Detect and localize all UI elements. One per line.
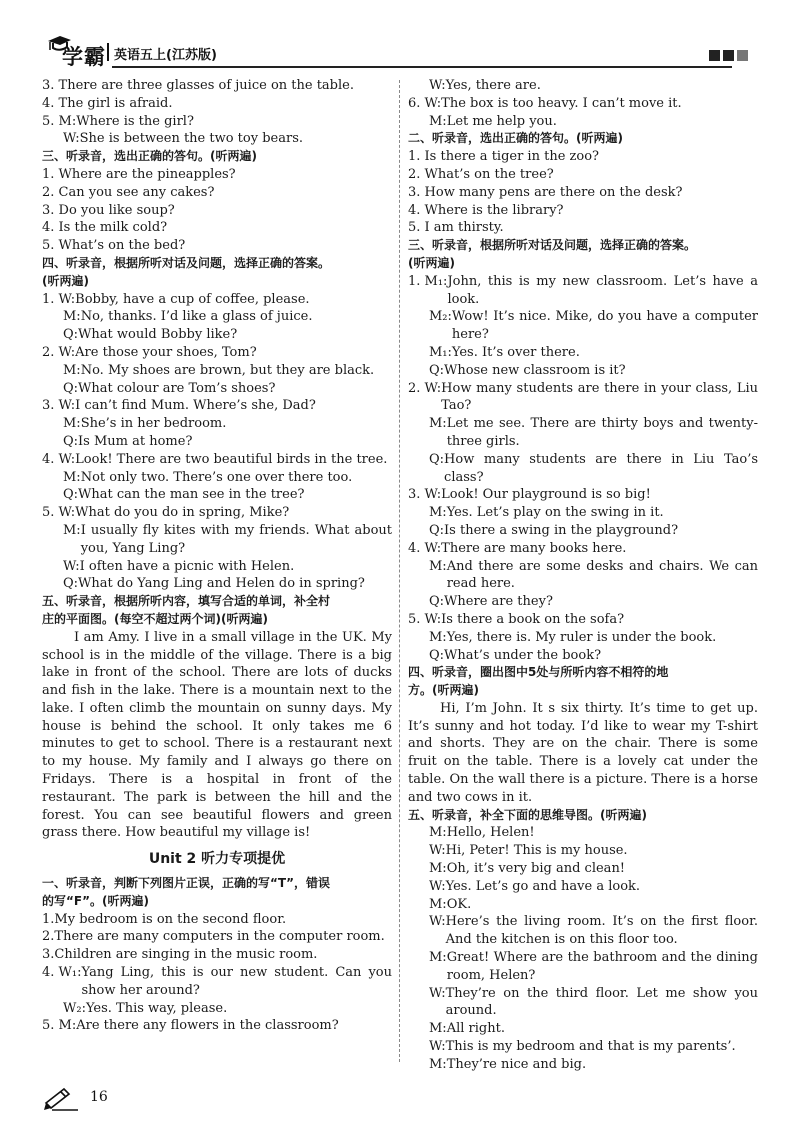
utterance: Wow! It’s nice. Mike, do you have a computer here? xyxy=(451,309,758,343)
list-item: 3. There are three glasses of juice on the table. xyxy=(42,78,354,93)
dialogue xyxy=(42,504,392,593)
dialogue-line xyxy=(408,611,758,629)
utterance: Yang Ling, this is our new student. Can you show her around? xyxy=(81,965,392,998)
utterance: Whose new classroom is it? xyxy=(444,362,626,378)
utterance: They’re on the third floor. Let me show you around. xyxy=(445,985,758,1019)
dialogue-line xyxy=(408,985,758,1021)
statement-list xyxy=(42,911,392,964)
speaker-label: M: xyxy=(429,558,447,574)
dialogue-line xyxy=(42,344,392,362)
header-squares-icon xyxy=(709,50,748,61)
dialogue-line xyxy=(408,540,758,558)
dialogue-line xyxy=(42,911,392,929)
dialogue-line xyxy=(408,913,758,949)
dialogue-line xyxy=(42,504,392,522)
list-item: 2. Can you see any cakes? xyxy=(42,184,215,200)
dialogue-line xyxy=(408,77,758,95)
speaker-label: Q: xyxy=(63,487,79,503)
utterance: I can’t find Mum. Where’s she, Dad? xyxy=(75,398,316,414)
header-rule xyxy=(112,66,732,68)
section-heading: 四、听录音，圈出图中5处与所听内容不相符的地 xyxy=(408,665,669,680)
utterance: All right. xyxy=(446,1021,505,1037)
dialogue-line: 5. M: Where is the girl? xyxy=(42,113,194,129)
dialogue-line xyxy=(42,522,392,558)
utterance: There are many computers in the computer room. xyxy=(54,929,385,945)
dialogue xyxy=(42,397,392,450)
list-item: 5. I am thirsty. xyxy=(408,220,504,236)
dialogue-line xyxy=(408,380,758,416)
dialogue-line xyxy=(408,451,758,487)
dialogue-line xyxy=(42,397,392,415)
speaker-label: 1. M₁: xyxy=(408,273,448,289)
dialogue-line xyxy=(408,273,758,309)
speaker-label: 5. W: xyxy=(408,611,442,627)
speaker-label: 2. W: xyxy=(408,380,442,396)
utterance: How many students are there in Liu Tao’s class? xyxy=(444,451,758,485)
dialogue-line xyxy=(42,326,392,344)
speaker-label: M₂: xyxy=(429,309,452,325)
utterance: OK. xyxy=(446,896,472,912)
speaker-label: 5. W: xyxy=(42,505,76,521)
utterance: Where are they? xyxy=(444,594,553,610)
dialogue-line xyxy=(42,558,392,576)
dialogue xyxy=(408,380,758,487)
question-list xyxy=(42,166,392,255)
dialogue-line xyxy=(408,308,758,344)
unit-title: Unit 2 听力专项提优 xyxy=(148,851,286,868)
dialogue xyxy=(408,611,758,664)
dialogue xyxy=(42,964,392,1017)
utterance: They’re nice and big. xyxy=(446,1056,587,1072)
utterance: Yes. It’s over there. xyxy=(451,344,580,360)
section-heading: 一、听录音，判断下列图片正误，正确的写“T”，错误 xyxy=(42,876,330,891)
dialogue-line xyxy=(42,362,392,380)
speaker-label: Q: xyxy=(63,433,79,449)
dialogue-line xyxy=(408,949,758,985)
speaker-label: W: xyxy=(429,914,446,930)
dialogue xyxy=(42,1017,392,1035)
speaker-label: M: xyxy=(63,362,81,378)
utterance: Is there a book on the sofa? xyxy=(441,611,625,627)
dialogue-line xyxy=(408,647,758,665)
speaker-label: M₁: xyxy=(429,344,452,360)
section-heading: 三、听录音，根据所听对话及问题，选择正确的答案。 xyxy=(408,238,697,253)
speaker-label: Q: xyxy=(429,362,445,378)
dialogue-line xyxy=(408,113,758,131)
utterance: The box is too heavy. I can’t move it. xyxy=(441,95,682,111)
utterance: Yes. Let’s go and have a look. xyxy=(445,878,641,894)
speaker-label: 5. M: xyxy=(42,1018,77,1034)
speaker-label: Q: xyxy=(429,594,445,610)
speaker-label: M: xyxy=(429,950,447,966)
utterance: Look! There are two beautiful birds in the tree. xyxy=(75,451,388,467)
dialogue-line xyxy=(42,433,392,451)
mind-map-dialogue xyxy=(408,824,758,1073)
list-item: 4. Where is the library? xyxy=(408,202,564,218)
dialogue-line xyxy=(408,593,758,611)
dialogue xyxy=(408,540,758,611)
dialogue-line xyxy=(42,451,392,469)
list-item: 3. How many pens are there on the desk? xyxy=(408,184,683,200)
dialogue-line xyxy=(408,1038,758,1056)
speaker-label: Q: xyxy=(63,380,79,396)
speaker-label: 2. xyxy=(42,929,55,945)
speaker-label: M: xyxy=(63,309,81,325)
section-heading: 五、听录音，补全下面的思维导图。(听两遍) xyxy=(408,807,647,822)
speaker-label: 4. W: xyxy=(408,540,442,556)
right-column xyxy=(408,77,758,1074)
speaker-label: Q: xyxy=(63,327,79,343)
utterance: What do you do in spring, Mike? xyxy=(75,505,290,521)
list-item: 4. The girl is afraid. xyxy=(42,95,173,111)
list-item: 3. Do you like soup? xyxy=(42,202,175,218)
speaker-label: Q: xyxy=(429,522,445,538)
utterance: Hello, Helen! xyxy=(446,825,535,841)
dialogue-line xyxy=(408,504,758,522)
dialogue-line xyxy=(408,558,758,594)
dialogue xyxy=(42,451,392,504)
speaker-label: M: xyxy=(63,469,81,485)
speaker-label: M: xyxy=(63,416,81,432)
speaker-label: W: xyxy=(429,843,446,859)
dialogue-line xyxy=(408,344,758,362)
dialogue xyxy=(408,273,758,380)
speaker-label: W: xyxy=(429,985,446,1001)
utterance: Is Mum at home? xyxy=(78,433,193,449)
dialogue xyxy=(42,291,392,344)
section-heading: 四、听录音，根据所听对话及问题，选择正确的答案。 xyxy=(42,255,331,270)
section-heading: 二、听录音，选出正确的答句。(听两遍) xyxy=(408,131,623,146)
list-item: 2. What’s on the tree? xyxy=(408,166,554,182)
utterance: Here’s the living room. It’s on the first floor. And the kitchen is on this floor too. xyxy=(445,914,758,948)
pencil-icon xyxy=(42,1085,80,1111)
list-item: 1. Is there a tiger in the zoo? xyxy=(408,149,599,165)
section-heading-cont: 的写“F”。(听两遍) xyxy=(42,893,149,908)
dialogue-line xyxy=(408,486,758,504)
utterance: There are many books here. xyxy=(441,540,627,556)
utterance: John, this is my new classroom. Let’s have a look. xyxy=(447,273,758,307)
dialogue-line xyxy=(42,1000,392,1018)
utterance: What would Bobby like? xyxy=(78,327,238,343)
speaker-label: 3. W: xyxy=(408,487,442,503)
utterance: Oh, it’s very big and clean! xyxy=(446,861,626,877)
utterance: Are there any flowers in the classroom? xyxy=(76,1018,339,1034)
dialogue-line xyxy=(42,380,392,398)
speaker-label: 3. W: xyxy=(42,398,76,414)
speaker-label: Q: xyxy=(429,647,445,663)
speaker-label: 1. xyxy=(42,911,55,927)
speaker-label: 6. W: xyxy=(408,95,442,111)
dialogue-line xyxy=(42,308,392,326)
list-item: 1. Where are the pineapples? xyxy=(42,166,236,182)
section-heading-cont: (听两遍) xyxy=(42,273,89,288)
utterance: How many students are there in your class, Liu Tao? xyxy=(441,380,758,414)
listening-passage: Hi, I’m John. It s six thirty. It’s time to get up. It’s sunny and hot today. I’d like to wear my T-shirt and shorts. They are on the chair. There is some fruit on the table. There is a lovely cat under the table. On the wall there is a picture. There is a horse and two cows in it. xyxy=(408,700,758,805)
speaker-label: M: xyxy=(429,896,447,912)
dialogue-line xyxy=(408,824,758,842)
list-item: 5. What’s on the bed? xyxy=(42,238,186,254)
speaker-label: W: xyxy=(429,878,446,894)
section-heading-cont: 方。(听两遍) xyxy=(408,683,479,698)
speaker-label: M: xyxy=(429,629,447,645)
utterance: Look! Our playground is so big! xyxy=(441,487,651,503)
utterance: And there are some desks and chairs. We can read here. xyxy=(446,558,758,592)
dialogue-line xyxy=(42,291,392,309)
speaker-label: M: xyxy=(63,522,81,538)
dialogue-line xyxy=(408,362,758,380)
dialogue-line xyxy=(408,842,758,860)
brand-logo: 学霸 xyxy=(62,45,106,69)
speaker-label: W₂: xyxy=(63,1000,86,1016)
utterance: What can the man see in the tree? xyxy=(78,487,305,503)
dialogue-line xyxy=(42,575,392,593)
utterance: Yes, there are. xyxy=(445,78,541,93)
section-heading: 三、听录音，选出正确的答句。(听两遍) xyxy=(42,149,257,164)
listening-passage: I am Amy. I live in a small village in the UK. My school is in the middle of the village. There is a big lake in front of the school. There are lots of ducks and fish in the lake. There is a mountain next to the lake. I often climb the mountain on sunny days. My house is behind the school. It only takes me 6 minutes to get to school. There is a restaurant next to my house. My family and I always go there on Fridays. There is a hospital in front of the restaurant. The park is between the hill and the forest. You can see beautiful flowers and green grass there. How beautiful my village is! xyxy=(42,629,392,841)
dialogue-line xyxy=(408,522,758,540)
dialogue-line: W: She is between the two toy bears. xyxy=(63,131,303,147)
speaker-label: 2. W: xyxy=(42,344,76,360)
utterance: My bedroom is on the second floor. xyxy=(54,911,287,927)
speaker-label: M: xyxy=(429,416,447,432)
speaker-label: 4. W: xyxy=(42,451,76,467)
dialogue xyxy=(408,486,758,539)
utterance: Is there a swing in the playground? xyxy=(444,522,679,538)
page-number: 16 xyxy=(90,1089,108,1105)
book-title: 英语五上(江苏版) xyxy=(114,48,217,63)
dialogue xyxy=(42,344,392,397)
dialogue-line xyxy=(42,928,392,946)
section-heading-cont: 庄的平面图。(每空不超过两个词)(听两遍) xyxy=(42,611,268,626)
speaker-label: Q: xyxy=(429,451,445,467)
speaker-label: M: xyxy=(429,861,447,877)
utterance: This is my bedroom and that is my parents’. xyxy=(445,1039,736,1055)
utterance: Yes. Let’s play on the swing in it. xyxy=(446,505,664,521)
dialogue-line xyxy=(408,1020,758,1038)
speaker-label: W: xyxy=(429,1039,446,1055)
speaker-label: 4. W₁: xyxy=(42,965,82,981)
dialogue-line xyxy=(42,964,392,1000)
speaker-label: M: xyxy=(429,113,447,129)
speaker-label: W: xyxy=(63,558,80,574)
utterance: Are those your shoes, Tom? xyxy=(75,344,257,360)
header-separator xyxy=(107,43,109,61)
speaker-label: 3. xyxy=(42,947,55,963)
question-list xyxy=(408,148,758,237)
dialogue-line xyxy=(42,469,392,487)
section-heading-cont: (听两遍) xyxy=(408,255,455,270)
utterance: Bobby, have a cup of coffee, please. xyxy=(75,291,310,307)
utterance: Not only two. There’s one over there too. xyxy=(80,469,353,485)
dialogue-line xyxy=(408,1056,758,1074)
speaker-label: Q: xyxy=(63,576,79,592)
page-footer xyxy=(42,1085,162,1113)
speaker-label: M: xyxy=(429,1056,447,1072)
utterance: Let me see. There are thirty boys and twenty-three girls. xyxy=(446,416,758,449)
dialogue-line xyxy=(408,878,758,896)
dialogue-line xyxy=(42,486,392,504)
dialogue xyxy=(408,77,758,95)
dialogue-line xyxy=(408,415,758,451)
speaker-label: M: xyxy=(429,825,447,841)
utterance: Great! Where are the bathroom and the dining room, Helen? xyxy=(446,950,758,983)
dialogue-line xyxy=(42,946,392,964)
speaker-label: M: xyxy=(429,1021,447,1037)
utterance: I often have a picnic with Helen. xyxy=(79,558,295,574)
list-item: 4. Is the milk cold? xyxy=(42,220,168,236)
dialogue-line xyxy=(408,896,758,914)
utterance: Yes. This way, please. xyxy=(85,1000,228,1016)
dialogue-line xyxy=(408,629,758,647)
utterance: What do Yang Ling and Helen do in spring? xyxy=(78,576,365,592)
section-heading: 五、听录音，根据所听内容，填写合适的单词，补全村 xyxy=(42,594,331,609)
utterance: No, thanks. I’d like a glass of juice. xyxy=(80,309,313,325)
utterance: I usually fly kites with my friends. What about you, Yang Ling? xyxy=(80,522,392,556)
utterance: Hi, Peter! This is my house. xyxy=(445,843,628,859)
speaker-label: M: xyxy=(429,505,447,521)
dialogue xyxy=(408,95,758,131)
speaker-label: 1. W: xyxy=(42,291,76,307)
dialogue-line xyxy=(42,415,392,433)
utterance: What’s under the book? xyxy=(444,647,602,663)
utterance: She’s in her bedroom. xyxy=(80,416,227,432)
column-divider xyxy=(399,80,400,1062)
utterance: Children are singing in the music room. xyxy=(54,947,318,963)
page-header xyxy=(0,0,800,72)
speaker-label: W: xyxy=(429,78,446,93)
left-column xyxy=(42,77,392,1035)
dialogue-line xyxy=(42,1017,392,1035)
dialogue-line xyxy=(408,95,758,113)
utterance: No. My shoes are brown, but they are black. xyxy=(80,362,375,378)
dialogue-line xyxy=(408,860,758,878)
utterance: What colour are Tom’s shoes? xyxy=(78,380,276,396)
utterance: Let me help you. xyxy=(446,113,557,129)
utterance: Yes, there is. My ruler is under the book. xyxy=(446,629,717,645)
